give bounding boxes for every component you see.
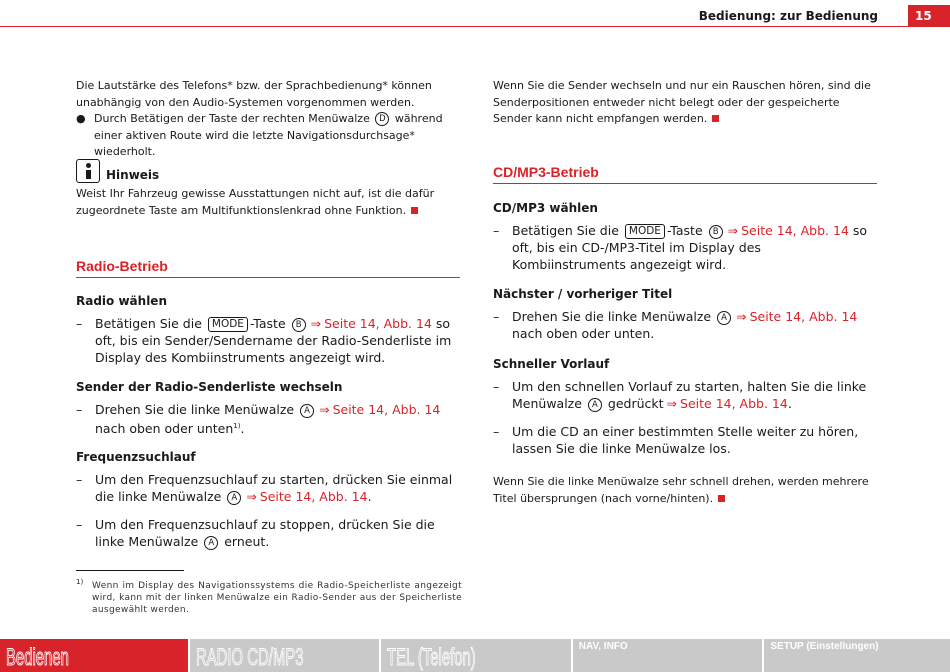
tab-label: Bedienen: [6, 644, 69, 671]
dash-mark: –: [493, 379, 500, 394]
dash-mark: –: [493, 309, 500, 324]
tab-tel[interactable]: [381, 639, 571, 672]
fast-forward-start-item: – Um den schnellen Vorlauf zu starten, halten Sie die linke Menüwalze A gedrückt ⇒ Seite 14, Abb. 14.: [493, 379, 867, 411]
arrow-icon: ⇒: [666, 396, 678, 411]
tab-label: RADIO CD/MP3: [195, 644, 304, 671]
dash-mark: –: [493, 424, 500, 439]
cd-section-rule: [493, 183, 877, 184]
footnote-text: Wenn im Display des Navigationssystems die Radio-Speicherliste angezeigt wird, kann mit der linken Menüwalze ein Radio-Sender aus der Speicherliste ausgewählt werden.: [92, 581, 462, 615]
radio-change-item: – Drehen Sie die linke Menüwalze A ⇒ Seite 14, Abb. 14 nach oben oder unten$^{1)}$.: [76, 402, 441, 437]
tab-label: TEL (Telefon): [387, 644, 476, 671]
fast-forward-stop-item: – Um die CD an einer bestimmten Stelle weiter zu hören, lassen Sie die linke Menüwalze los.: [493, 424, 859, 456]
cd-select-item: – Betätigen Sie die MODE -Taste B ⇒ Seite 14, Abb. 14 so oft, bis ein CD-/MP3-Titel im Display des Kombiinstruments angezeigt wird.: [493, 223, 868, 272]
dash-mark: –: [76, 472, 83, 487]
arrow-icon: ⇒: [310, 316, 322, 331]
chapter-tab-bar: [0, 639, 950, 672]
wheel-b-icon: B: [709, 225, 723, 239]
tab-bedienen[interactable]: [0, 639, 188, 672]
tab-radio-cd-mp3[interactable]: [190, 639, 380, 672]
hint-title: Hinweis: [106, 168, 160, 182]
dash-mark: –: [76, 402, 83, 417]
fast-forward-heading: Schneller Vorlauf: [493, 357, 610, 371]
wheel-d-icon: D: [375, 112, 389, 126]
footnote-mark: 1): [76, 578, 84, 586]
dash-mark: –: [76, 316, 83, 331]
page-reference-link[interactable]: Seite 14, Abb. 14: [749, 309, 858, 324]
end-marker: [712, 115, 719, 122]
arrow-icon: ⇒: [246, 489, 257, 504]
mode-key: MODE: [208, 317, 248, 332]
header-rule: [0, 26, 950, 27]
radio-select-item: – Betätigen Sie die MODE -Taste B ⇒ Seite 14, Abb. 14 so oft, bis ein Sender/Sendername der Radio-Senderliste im Display des Kombiinstruments angezeigt wird.: [76, 316, 452, 365]
arrow-icon: ⇒: [319, 402, 330, 417]
tab-setup[interactable]: [764, 639, 950, 672]
tab-nav-info[interactable]: [573, 639, 763, 672]
wheel-a-icon: A: [717, 311, 731, 325]
cd-select-heading: CD/MP3 wählen: [493, 201, 598, 215]
intro-paragraph: Die Lautstärke des Telefons* bzw. der Sprachbedienung* können unabhängig von den Audio-Systemen vorgenommen werden.: [76, 79, 432, 109]
footnote-ref: 1): [233, 422, 241, 430]
radio-change-heading: Sender der Radio-Senderliste wechseln: [76, 380, 343, 394]
track-heading: Nächster / vorheriger Titel: [493, 287, 673, 301]
info-icon: [76, 159, 100, 183]
wheel-a-icon: A: [588, 398, 602, 412]
page-reference-link[interactable]: Seite 14, Abb. 14: [741, 223, 849, 238]
wheel-a-icon: A: [227, 491, 241, 505]
wheel-a-icon: A: [204, 536, 218, 550]
hint-text: Weist Ihr Fahrzeug gewisse Ausstattungen nicht auf, ist die dafür zugeordnete Taste am Multifunktionslenkrad ohne Funktion.: [76, 187, 435, 217]
wheel-b-icon: B: [292, 318, 306, 332]
right-intro-paragraph: Wenn Sie die Sender wechseln und nur ein Rauschen hören, sind die Senderpositionen entweder nicht belegt oder der gespeicherte Sender kann nicht empfangen werden.: [493, 79, 871, 125]
end-marker: [411, 207, 418, 214]
page-reference-link[interactable]: Seite 14, Abb. 14: [332, 402, 441, 417]
track-item: – Drehen Sie die linke Menüwalze A ⇒ Seite 14, Abb. 14 nach oben oder unten.: [493, 309, 858, 341]
frequency-search-stop-item: – Um den Frequenzsuchlauf zu stoppen, drücken Sie die linke Menüwalze A erneut.: [76, 517, 435, 549]
end-marker: [718, 495, 725, 502]
tab-label: NAV, INFO: [578, 641, 628, 652]
radio-section-title: Radio-Betrieb: [76, 258, 168, 274]
tab-label: SETUP (Einstellungen): [770, 641, 879, 652]
page-reference-link[interactable]: Seite 14, Abb. 14: [324, 316, 432, 331]
arrow-icon: ⇒: [727, 223, 739, 238]
skip-note: Wenn Sie die linke Menüwalze sehr schnell drehen, werden mehrere Titel übersprungen (nach vorne/hinten).: [493, 475, 869, 505]
frequency-search-start-item: – Um den Frequenzsuchlauf zu starten, drücken Sie einmal die linke Menüwalze A ⇒ Seite 14, Abb. 14.: [76, 472, 453, 504]
arrow-icon: ⇒: [736, 309, 747, 324]
radio-select-heading: Radio wählen: [76, 294, 167, 308]
wheel-a-icon: A: [300, 404, 314, 418]
radio-section-rule: [76, 277, 460, 278]
mode-key: MODE: [625, 224, 665, 239]
bullet-item: ● Durch Betätigen der Taste der rechten Menüwalze D während einer aktiven Route wird die letzte Navigationsdurchsage* wiederholt.: [76, 112, 443, 158]
page-header-title: Bedienung: zur Bedienung: [698, 9, 878, 23]
dash-mark: –: [493, 223, 500, 238]
bullet-icon: ●: [76, 112, 86, 125]
footnote-rule: [76, 570, 184, 571]
page-reference-link[interactable]: Seite 14, Abb. 14: [680, 396, 788, 411]
frequency-search-heading: Frequenzsuchlauf: [76, 450, 196, 464]
dash-mark: –: [76, 517, 83, 532]
cd-section-title: CD/MP3-Betrieb: [493, 164, 599, 180]
page-reference-link[interactable]: Seite 14, Abb. 14: [259, 489, 368, 504]
page-number: 15: [908, 5, 950, 27]
